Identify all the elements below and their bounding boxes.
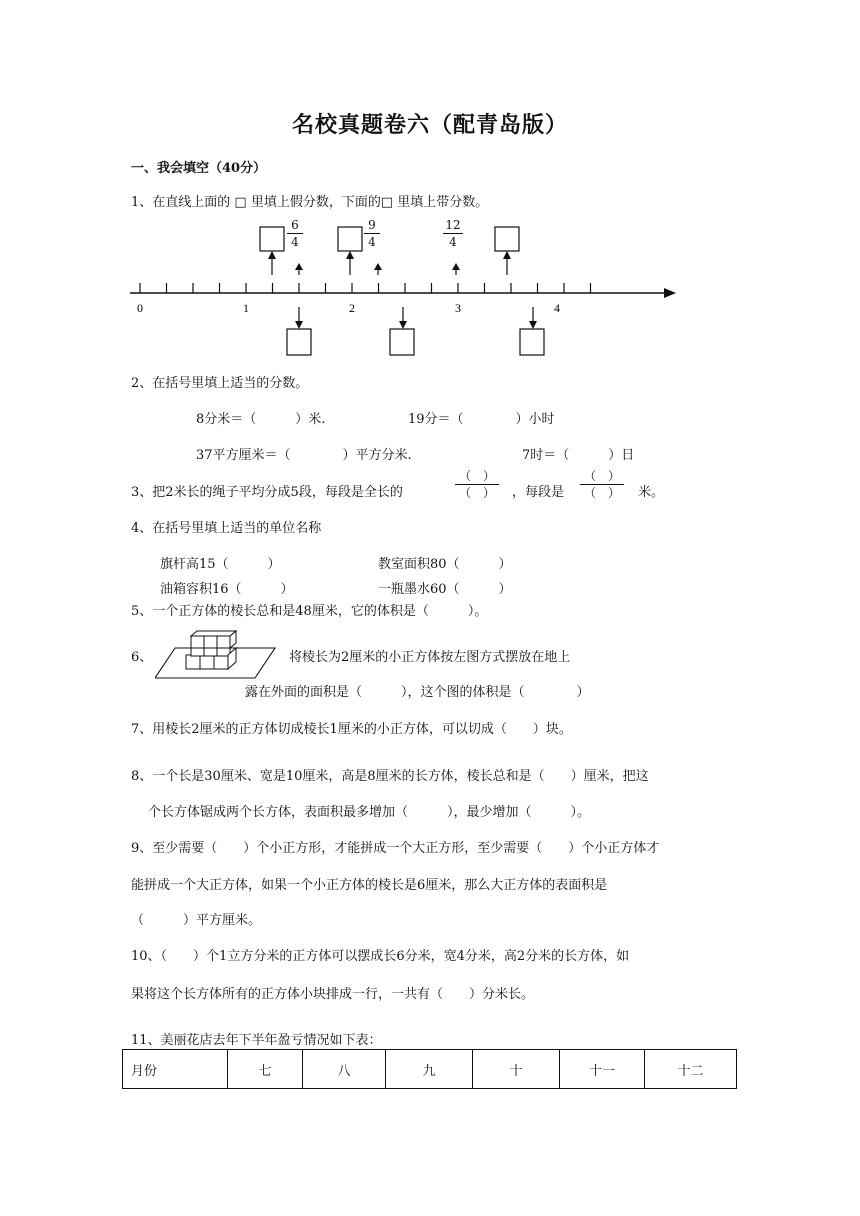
q2-item-d: 7时＝（ ）日 <box>522 448 635 463</box>
question-1: 1、在直线上面的 □ 里填上假分数，下面的□ 里填上带分数。 <box>131 195 489 210</box>
q4-item-d: 一瓶墨水60（ ） <box>378 582 512 597</box>
answer-box-upper-3 <box>495 227 519 251</box>
table-cell: 七 <box>228 1050 303 1089</box>
question-3-part-a: 3、把2米长的绳子平均分成5段，每段是全长的 <box>131 485 403 500</box>
question-8-line-2: 个长方体锯成两个长方体，表面积最多增加（ ），最少增加（ ）。 <box>148 805 591 820</box>
question-10-line-2: 果将这个长方体所有的正方体小块排成一行，一共有（ ）分米长。 <box>131 987 535 1002</box>
cube-stack <box>186 631 236 669</box>
question-9-line-3: （ ）平方厘米。 <box>131 913 262 928</box>
fraction-6-4: 6 4 <box>287 218 303 249</box>
q3-fraction-blank-1: （ ） （ ） <box>455 469 499 500</box>
tick-label-3: 3 <box>455 301 461 315</box>
q4-item-a: 旗杆高15（ ） <box>160 557 281 572</box>
ticks <box>140 283 591 293</box>
down-arrowheads <box>295 321 537 329</box>
fraction-9-4: 9 4 <box>364 218 380 249</box>
q2-item-c: 37平方厘米＝（ ）平方分米. <box>196 448 412 463</box>
axis-arrowhead <box>664 288 676 298</box>
tick-label-0: 0 <box>137 301 143 315</box>
tick-label-4: 4 <box>554 301 560 315</box>
cubes-figure <box>155 630 280 682</box>
table-cell: 八 <box>303 1050 386 1089</box>
question-11: 11、美丽花店去年下半年盈亏情况如下表： <box>131 1033 382 1048</box>
question-2: 2、在括号里填上适当的分数。 <box>131 376 309 391</box>
question-6-part-b: 露在外面的面积是（ ），这个图的体积是（ ） <box>245 685 590 700</box>
answer-box-upper-1 <box>260 227 284 251</box>
answer-box-lower-1 <box>287 329 311 355</box>
tick-label-2: 2 <box>349 301 355 315</box>
table-cell: 九 <box>386 1050 473 1089</box>
question-6-number: 6、 <box>131 650 153 665</box>
q2-item-a: 8分米＝（ ）米. <box>196 412 326 427</box>
q4-item-b: 教室面积80（ ） <box>378 557 512 572</box>
answer-box-lower-2 <box>390 329 414 355</box>
question-5: 5、一个正方体的棱长总和是48厘米，它的体积是（ ）。 <box>131 604 488 619</box>
q4-item-c: 油箱容积16（ ） <box>160 582 294 597</box>
question-3-part-c: 米。 <box>638 485 665 500</box>
question-7: 7、用棱长2厘米的正方体切成棱长1厘米的小正方体，可以切成（ ）块。 <box>131 722 572 737</box>
question-6-part-a: 将棱长为2厘米的小正方体按左图方式摆放在地上 <box>289 650 571 665</box>
q2-item-b: 19分＝（ ）小时 <box>408 412 555 427</box>
question-9-line-1: 9、至少需要（ ）个小正方形，才能拼成一个大正方形，至少需要（ ）个小正方体才 <box>131 841 660 856</box>
table-row <box>123 1050 737 1089</box>
answer-box-upper-2 <box>338 227 362 251</box>
profit-loss-table <box>122 1049 737 1089</box>
question-8-line-1: 8、一个长是30厘米、宽是10厘米，高是8厘米的长方体，棱长总和是（ ）厘米，把这 <box>131 769 649 784</box>
section-heading: 一、我会填空（40分） <box>131 161 267 176</box>
answer-box-lower-3 <box>520 329 544 355</box>
question-4: 4、在括号里填上适当的单位名称 <box>131 521 322 536</box>
q3-fraction-blank-2: （ ） （ ） <box>580 469 624 500</box>
page-title: 名校真题卷六（配青岛版） <box>291 112 568 138</box>
table-cell-header: 月份 <box>123 1050 228 1089</box>
table-cell: 十 <box>473 1050 560 1089</box>
question-9-line-2: 能拼成一个大正方体，如果一个小正方体的棱长是6厘米，那么大正方体的表面积是 <box>131 878 608 893</box>
question-3-part-b: ，每段是 <box>512 485 565 500</box>
table-cell: 十一 <box>560 1050 645 1089</box>
up-arrowheads <box>268 251 511 270</box>
question-10-line-1: 10、（ ）个1立方分米的正方体可以摆成长6分米，宽4分米，高2分米的长方体，如 <box>131 949 630 964</box>
number-line-figure <box>120 215 700 365</box>
table-cell: 十二 <box>645 1050 737 1089</box>
tick-label-1: 1 <box>243 301 249 315</box>
fraction-12-4: 12 4 <box>443 218 463 249</box>
